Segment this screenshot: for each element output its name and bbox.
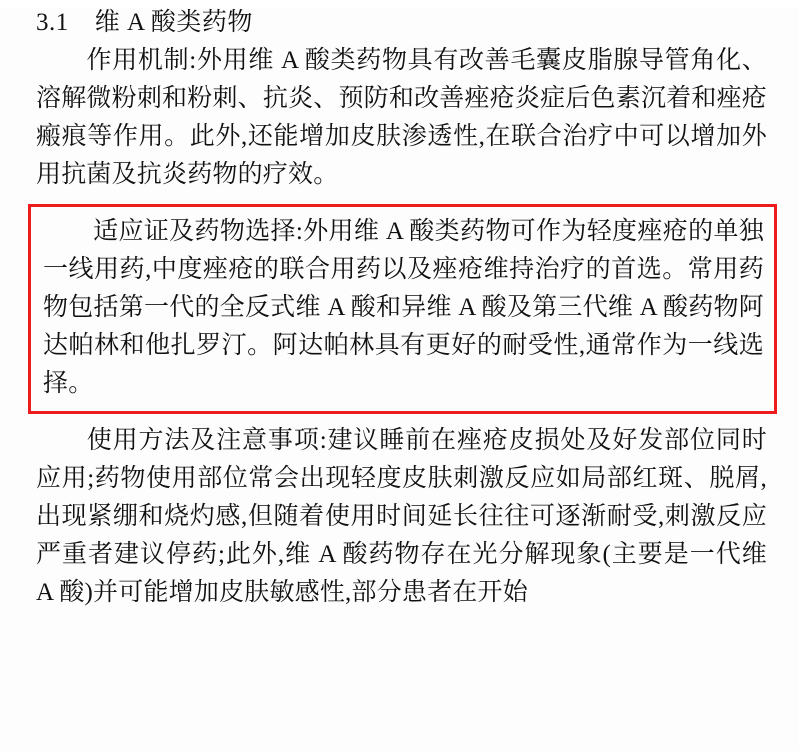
document-page — [0, 8, 799, 751]
section-title: 维 A 酸类药物 — [94, 9, 253, 36]
paragraph-mechanism — [36, 42, 767, 194]
paragraph-indications — [43, 213, 764, 403]
highlighted-paragraph-box — [28, 204, 777, 414]
paragraph-text: 使用方法及注意事项:建议睡前在痤疮皮损处及好发部位同时应用;药物使用部位常会出现轻度皮肤刺激反应如局部红斑、脱屑,出现紧绷和烧灼感,但随着使用时间延长往往可逐渐耐受,刺激反应严重者建议停药;此外,维 A 酸药物存在光分解现象(主要是一代维 A 酸)并可能增加皮肤敏感性,部分患者在开始 — [36, 427, 767, 606]
paragraph-text: 适应证及药物选择:外用维 A 酸类药物可作为轻度痤疮的单独一线用药,中度痤疮的联合用药以及痤疮维持治疗的首选。常用药物包括第一代的全反式维 A 酸和异维 A 酸及第三代维 A 酸药物阿达帕林和他扎罗汀。阿达帕林具有更好的耐受性,通常作为一线选择。 — [43, 218, 764, 397]
paragraph-text: 作用机制:外用维 A 酸类药物具有改善毛囊皮脂腺导管角化、溶解微粉刺和粉刺、抗炎、预防和改善痤疮炎症后色素沉着和痤疮瘢痕等作用。此外,还能增加皮肤渗透性,在联合治疗中可以增加外用抗菌及抗炎药物的疗效。 — [36, 47, 767, 188]
paragraph-usage — [36, 422, 767, 612]
section-heading — [36, 8, 799, 38]
section-number: 3.1 — [36, 9, 69, 36]
